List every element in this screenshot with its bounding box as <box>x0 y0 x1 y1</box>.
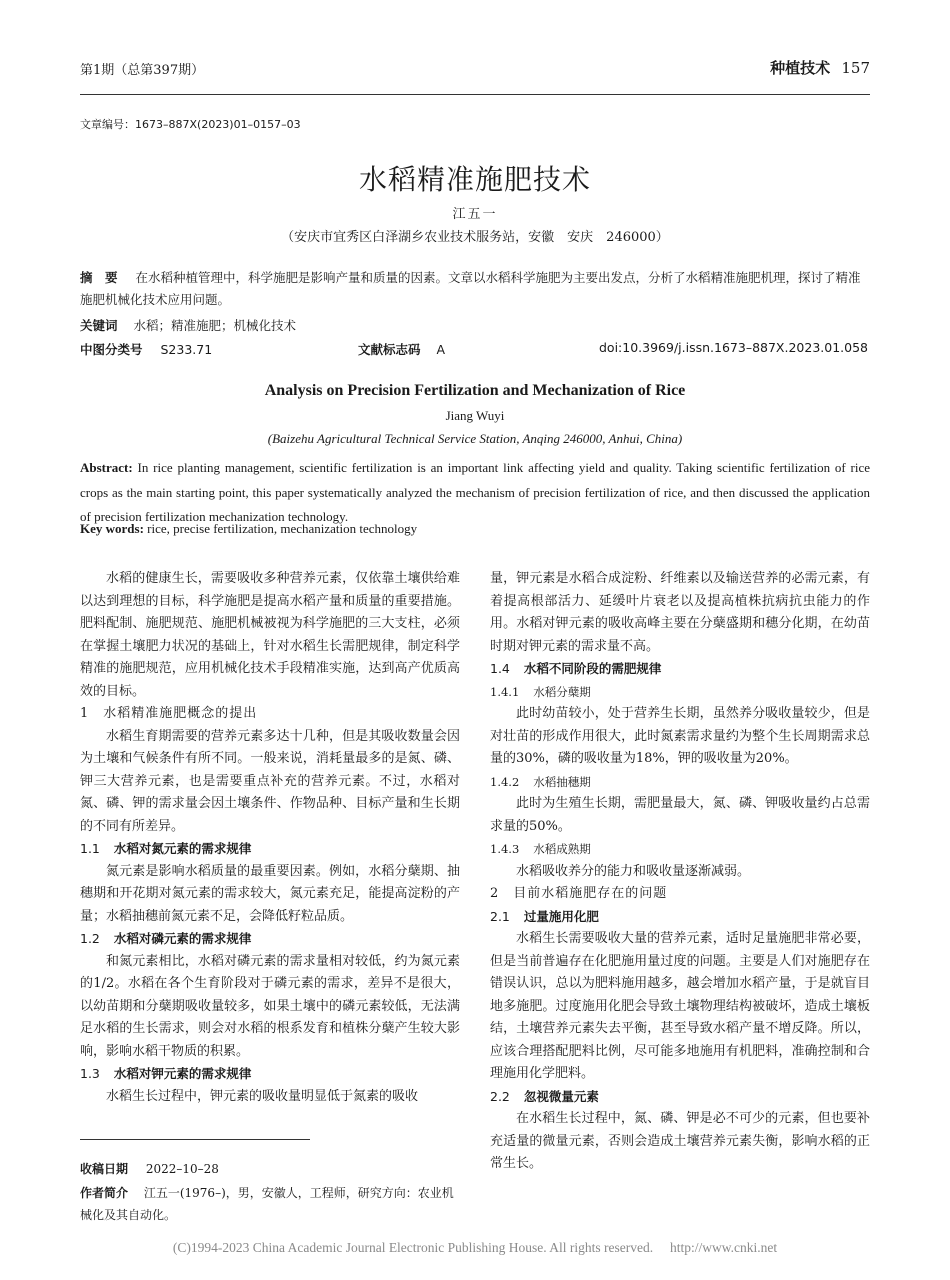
abstract-cn-label: 摘 要 <box>80 270 118 285</box>
subsubsection-heading: 1.4.3 水稻成熟期 <box>490 842 591 856</box>
section-heading: 2 目前水稻施肥存在的问题 <box>490 886 668 901</box>
classification-label: 中图分类号 <box>80 342 143 357</box>
subsubsection-heading: 1.4.2 水稻抽穗期 <box>490 774 591 789</box>
title-en: Analysis on Precision Fertilization and Mechanization of Rice <box>264 382 686 399</box>
copyright-footer: (C)1994-2023 China Academic Journal Electronic Publishing House. All rights reserved. http://www.cnki.net <box>172 1240 778 1255</box>
section-name: 种植技术 <box>770 59 831 77</box>
doc-code-value: A <box>436 342 446 357</box>
running-header <box>770 57 870 78</box>
journal-issue: 第1期（总第397期） <box>80 63 205 78</box>
article-number: 文章编号：1673–887X(2023)01–0157–03 <box>80 118 301 131</box>
body-paragraph: 氮元素是影响水稻质量的最重要因素。例如，水稻分蘖期、抽穗期和开花期对氮元素的需求较大，氮元素充足，能提高淀粉的产量；水稻抽穗前氮元素不足，会降低籽粒品质。 <box>80 863 460 924</box>
subsection-heading: 1.4 水稻不同阶段的需肥规律 <box>490 661 662 676</box>
subsection-heading: 1.3 水稻对钾元素的需求规律 <box>80 1066 252 1081</box>
affiliation-cn: （安庆市宜秀区白泽湖乡农业技术服务站，安徽 安庆 246000） <box>281 230 669 245</box>
subsubsection-heading: 1.4.1 水稻分蘖期 <box>490 684 591 699</box>
classification-value: S233.71 <box>160 342 213 357</box>
subsection-heading: 2.2 忽视微量元素 <box>490 1088 599 1104</box>
body-paragraph: 和氮元素相比，水稻对磷元素的需求量相对较低，约为氮元素的1/2。水稻在各个生育阶段对于磷元素的需求，差异不是很大，以幼苗期和分蘖期吸收量较多，如果土壤中的磷元素较低，无法满足水稻的生长需求，则会对水稻的根系发育和植株分蘖产生较大影响，影响水稻干物质的积累。 <box>80 953 460 1059</box>
body-paragraph: 水稻生长需要吸收大量的营养元素，适时足量施肥非常必要，但是当前普遍存在化肥施用量过度的问题。主要是人们对施肥存在错误认识，总以为肥料施用越多，越会增加水稻产量，于是就盲目地多施肥。过度施用化肥会导致土壤物理结构被破坏，造成土壤板结，土壤营养元素失去平衡，甚至导致水稻产量不增反降。所以，应该合理搭配肥料比例，尽可能多地施用有机肥料，准确控制和合理施用化学肥料。 <box>490 931 870 1081</box>
abstract-cn <box>80 267 870 311</box>
received-value: 2022–10–28 <box>145 1162 219 1176</box>
right-column <box>490 568 870 1176</box>
page-number: 157 <box>841 59 870 77</box>
intro-paragraph: 水稻的健康生长，需要吸收多种营养元素，仅依靠土壤供给难以达到理想的目标，科学施肥是提高水稻产量和质量的重要措施。肥料配制、施肥规范、施肥机械被视为科学施肥的三大支柱，必须在掌握土壤肥力状况的基础上，针对水稻生长需肥规律，制定科学精准的施肥规范，应用机械化技术手段精准实施，达到高产优质高效的目标。 <box>80 571 460 699</box>
author-en: Jiang Wuyi <box>445 408 505 423</box>
subsection-heading: 2.1 过量施用化肥 <box>490 908 599 924</box>
section-heading: 1 水稻精准施肥概念的提出 <box>80 706 258 721</box>
abstract-en-text: In rice planting management, scientific fertilization is an important link affecting yield and quality. Taking scientific fertilization of rice crops as the main starting point, this paper systematically analyzed the mechanism of precision fertilization of rice, and then discussed the application of precision fertilization mechanization technology. <box>80 460 871 524</box>
abstract-en <box>80 456 870 530</box>
subsection-heading: 1.1 水稻对氮元素的需求规律 <box>80 841 252 856</box>
body-paragraph: 此时幼苗较小，处于营养生长期，虽然养分吸收量较少，但是对壮苗的形成作用很大，此时氮素需求量约为整个生长周期需求总量的30%，磷的吸收量为18%，钾的吸收量为20%。 <box>490 706 870 766</box>
header-rule <box>80 94 870 95</box>
page-title: 水稻精准施肥技术 <box>358 163 591 196</box>
keywords-en-text: rice, precise fertilization, mechanization technology <box>147 521 418 536</box>
affiliation-en: (Baizehu Agricultural Technical Service Station, Anqing 246000, Anhui, China) <box>267 431 683 446</box>
keywords-cn-text: 水稻；精准施肥；机械化技术 <box>133 318 297 333</box>
received-label: 收稿日期 <box>80 1162 129 1176</box>
body-paragraph: 在水稻生长过程中，氮、磷、钾是必不可少的元素，但也要补充适量的微量元素，否则会造成土壤营养元素失衡，影响水稻的正常生长。 <box>490 1111 870 1171</box>
body-paragraph: 水稻吸收养分的能力和吸收量逐渐减弱。 <box>516 863 751 879</box>
footnote-rule <box>80 1139 310 1140</box>
body-paragraph: 水稻生育期需要的营养元素多达十几种，但是其吸收数量会因为土壤和气候条件有所不同。一般来说，消耗量最多的是氮、磷、钾三大营养元素，也是需要重点补充的营养元素。不过，水稻对氮、磷、钾的需求量会因土壤条件、作物品种、目标产量和生长期的不同有所差异。 <box>80 728 460 834</box>
classification <box>80 340 212 358</box>
body-paragraph: 量，钾元素是水稻合成淀粉、纤维素以及输送营养的必需元素，有着提高根部活力、延缓叶片衰老以及提高植株抗病抗虫能力的作用。水稻对钾元素的吸收高峰主要在分蘖盛期和穗分化期，在幼苗时期对钾元素的需求量不高。 <box>490 571 870 654</box>
received-date <box>80 1158 465 1180</box>
author-bio <box>80 1182 465 1226</box>
subsection-heading: 1.2 水稻对磷元素的需求规律 <box>80 931 252 946</box>
doi: doi:10.3969/j.issn.1673–887X.2023.01.058 <box>599 340 868 355</box>
keywords-en <box>80 521 870 537</box>
abstract-cn-text: 在水稻种植管理中，科学施肥是影响产量和质量的因素。文章以水稻科学施肥为主要出发点，分析了水稻精准施肥机理，探讨了精准施肥机械化技术应用问题。 <box>80 270 861 307</box>
keywords-en-label: Key words: <box>80 521 144 536</box>
keywords-cn <box>80 315 870 337</box>
bio-label: 作者简介 <box>80 1186 129 1200</box>
bio-text: 江五一(1976–)，男，安徽人，工程师，研究方向：农业机械化及其自动化。 <box>80 1186 454 1222</box>
body-paragraph: 此时为生殖生长期，需肥量最大，氮、磷、钾吸收量约占总需求量的50%。 <box>490 796 870 834</box>
author-cn: 江五一 <box>452 207 498 222</box>
left-column <box>80 568 460 1108</box>
abstract-en-label: Abstract: <box>80 460 133 475</box>
body-paragraph: 水稻生长过程中，钾元素的吸收量明显低于氮素的吸收 <box>106 1088 419 1104</box>
doc-code <box>358 340 445 358</box>
keywords-cn-label: 关键词 <box>80 318 118 333</box>
doc-code-label: 文献标志码 <box>358 342 421 357</box>
